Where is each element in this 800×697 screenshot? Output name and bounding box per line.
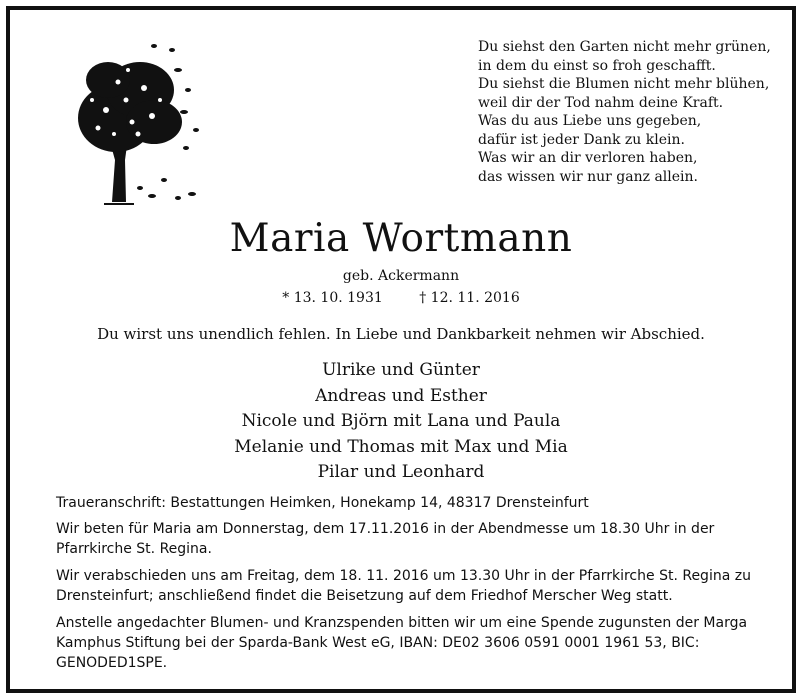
mourner-line: Melanie und Thomas mit Max und Mia [234,436,568,457]
deceased-name: Maria Wortmann [229,216,573,261]
mourner-line: Nicole und Björn mit Lana und Paula [241,411,561,431]
poem-line: dafür ist jeder Dank zu klein. [478,131,685,148]
mourners-list [10,358,792,486]
mourner-line: Pilar und Leonhard [317,462,485,482]
poem-line: Du siehst den Garten nicht mehr grünen, [478,39,771,55]
poem-line: Was wir an dir verloren haben, [478,150,698,166]
mourner-line: Andreas und Esther [315,385,487,406]
obituary-card [6,6,796,693]
funeral-notice: Wir verabschieden uns am Freitag, dem 18. 11. 2016 um 13.30 Uhr in der Pfarrkirche St. Regina zu Drensteinfurt; anschließend findet die Beisetzung auf dem Friedhof Merscher Weg statt. [56,568,751,604]
birth-date: * 13. 10. 1931 [282,290,383,306]
poem-line: Was du aus Liebe uns gegeben, [478,113,702,129]
poem-line: das wissen wir nur ganz allein. [478,168,698,185]
poem-line: Du siehst die Blumen nicht mehr blühen, [478,76,770,92]
mourner-line: Ulrike und Günter [322,360,480,380]
mass-notice: Wir beten für Maria am Donnerstag, dem 17.11.2016 in der Abendmesse um 18.30 Uhr in der Pfarrkirche St. Regina. [56,521,715,557]
address-notice: Traueranschrift: Bestattungen Heimken, Honekamp 14, 48317 Drensteinfurt [56,495,589,511]
farewell-text: Du wirst uns unendlich fehlen. In Liebe und Dankbarkeit nehmen wir Abschied. [97,325,705,343]
windblown-tree-icon [68,30,208,210]
maiden-name: geb. Ackermann [342,268,460,284]
donation-notice: Anstelle angedachter Blumen- und Kranzspenden bitten wir um eine Spende zugunsten der Marga Kamphus Stiftung bei der Sparda-Bank West eG, IBAN: DE02 3606 0591 0001 1961 53, BIC: GENODED1SPE. [56,615,748,671]
poem-line: weil dir der Tod nahm deine Kraft. [478,94,724,111]
death-date: † 12. 11. 2016 [419,290,520,306]
poem-line: in dem du einst so froh geschafft. [478,57,716,74]
poem [478,38,771,186]
life-dates [10,290,792,306]
